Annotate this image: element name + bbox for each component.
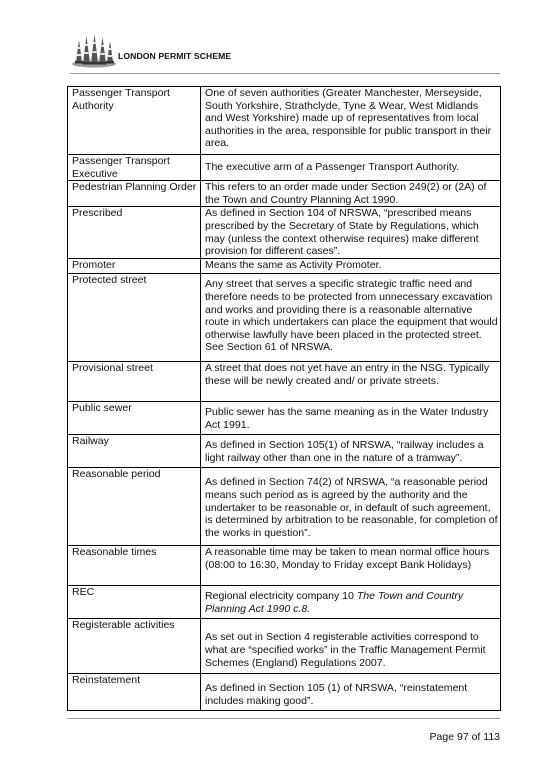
table-row [68,274,501,362]
definition-text: Public sewer has the same meaning as in the Water Industry Act 1991. [205,406,489,431]
table-row [68,259,501,274]
table-row [68,586,501,619]
term-cell: REC [68,586,201,619]
table-row [68,207,501,259]
scheme-title: LONDON PERMIT SCHEME [118,51,232,61]
definition-cell [201,402,501,435]
definition-text: As defined in Section 105(1) of NRSWA, “railway includes a light railway other than one in the nature of a tramway”. [205,439,484,464]
table-row [68,87,501,155]
page-number: Page 97 of 113 [429,731,500,743]
definition-text: As set out in Section 4 registerable activities correspond to what are “specified works” in the Traffic Management Permit Schemes (England) Regulations 2007. [205,631,486,669]
term-cell: Reinstatement [68,674,201,711]
definitions-table [67,86,501,711]
term-cell: Railway [68,435,201,468]
definition-cell: As defined in Section 104 of NRSWA, “prescribed means prescribed by the Secretary of State by Regulations, which may (unless the context otherwise requires) make different provision for different cases”. [201,207,501,259]
definition-cell [201,468,501,546]
definition-text: As defined in Section 74(2) of NRSWA, “a reasonable period means such period as is agreed by the authority and the undertaker to be reasonable or, in default of such agreement, is determined by arbitration to be reasonable, for completion of the works in question”. [205,476,498,539]
page-header [70,30,500,70]
term-cell: Passenger Transport Executive [68,155,201,181]
table-row [68,619,501,674]
term-cell: Passenger Transport Authority [68,87,201,155]
term-cell: Pedestrian Planning Order [68,181,201,207]
definition-cell: A street that does not yet have an entry in the NSG. Typically these will be newly created and/ or private streets. [201,362,501,402]
table-row [68,435,501,468]
term-cell: Prescribed [68,207,201,259]
term-cell: Public sewer [68,402,201,435]
definition-cell [201,435,501,468]
term-cell: Registerable activities [68,619,201,674]
traffic-cones-logo-icon [70,32,116,68]
definition-italic-text: The Town and Country Planning Act 1990 c.8. [205,590,464,615]
table-row [68,181,501,207]
definition-cell: A reasonable time may be taken to mean normal office hours (08:00 to 16:30, Monday to Friday except Bank Holidays) [201,546,501,586]
term-cell: Reasonable period [68,468,201,546]
term-cell: Reasonable times [68,546,201,586]
definition-text: As defined in Section 105 (1) of NRSWA, “reinstatement includes making good”. [205,682,468,707]
table-row [68,362,501,402]
table-row [68,674,501,711]
definition-cell: This refers to an order made under Section 249(2) or (2A) of the Town and Country Planning Act 1990. [201,181,501,207]
definition-cell [201,274,501,362]
definition-cell [201,674,501,711]
definition-text: Any street that serves a specific strategic traffic need and therefore needs to be protected from unnecessary excavation and works and providing there is a reasonable alternative route in which undertakers can place the equipment that would otherwise lawfully have been placed in the protected street. See Section 61 of NRSWA. [205,278,498,354]
term-cell: Provisional street [68,362,201,402]
definition-cell: One of seven authorities (Greater Manchester, Merseyside, South Yorkshire, Strathclyde, Tyne & Wear, West Midlands and West Yorkshire) made up of representatives from local authorities in the area, responsible for public transport in their area. [201,87,501,155]
definition-text: Regional electricity company 10 [205,590,357,603]
term-cell: Protected street [68,274,201,362]
table-row [68,468,501,546]
definition-cell [201,155,501,181]
footer-divider [67,718,500,719]
table-row [68,155,501,181]
term-cell: Promoter [68,259,201,274]
table-row [68,402,501,435]
table-row [68,546,501,586]
definition-text: The executive arm of a Passenger Transport Authority. [205,161,460,174]
header-divider [70,73,500,74]
definition-cell [201,586,501,619]
definition-cell [201,619,501,674]
definition-cell: Means the same as Activity Promoter. [201,259,501,274]
